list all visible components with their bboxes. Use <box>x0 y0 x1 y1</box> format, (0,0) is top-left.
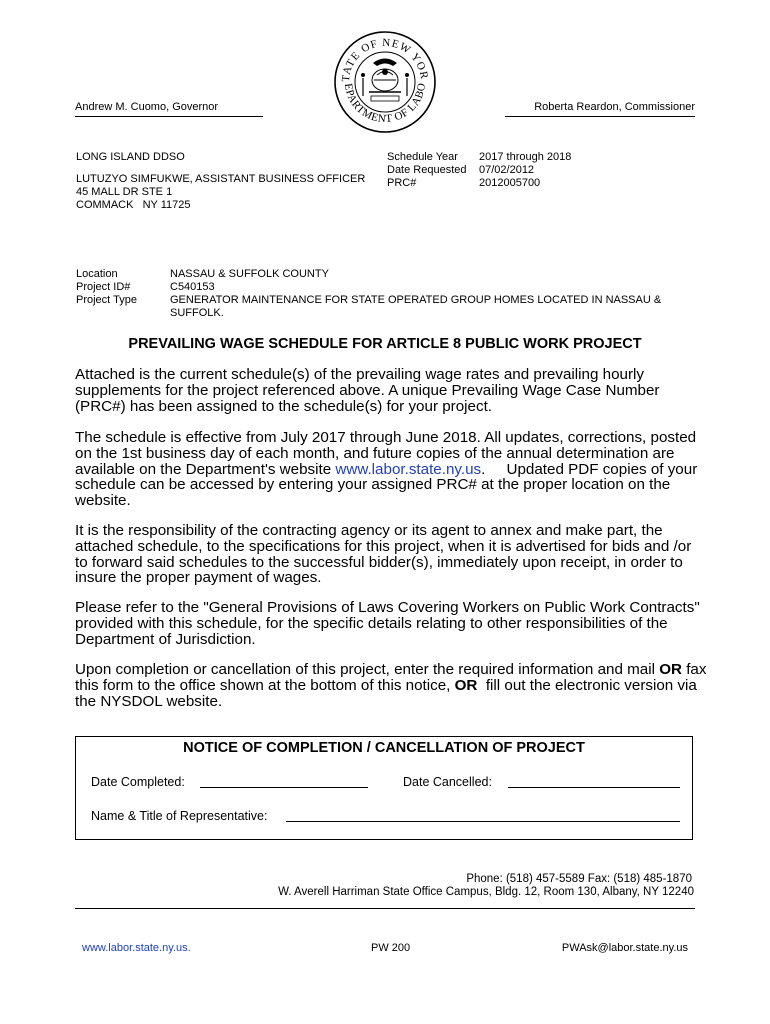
paragraph-effective <box>75 430 705 509</box>
paragraph-general-provisions: Please refer to the "General Provisions of Laws Covering Workers on Public Work Contracts" provided with this schedule, for the specific details relating to other responsibilities of the Department of Jurisdiction. <box>75 599 700 648</box>
state-seal <box>333 30 437 134</box>
date-cancelled-field[interactable] <box>508 787 680 788</box>
governor-underline <box>75 116 263 117</box>
seal-top-text: TATE OF NEW YOR <box>339 36 431 83</box>
contact-address: W. Averell Harriman State Office Campus, Bldg. 12, Room 130, Albany, NY 12240 <box>278 886 694 898</box>
project-type-value: GENERATOR MAINTENANCE FOR STATE OPERATED GROUP HOMES LOCATED IN NASSAU & SUFFOLK. <box>170 294 662 319</box>
date-completed-label: Date Completed: <box>91 775 185 789</box>
prc-label: PRC# <box>387 177 417 189</box>
svg-text:STATE OF NEW YORK <box>333 30 430 82</box>
notice-box <box>75 736 693 840</box>
project-id-value: C540153 <box>170 281 215 293</box>
paragraph-completion-text-2: fax this form to the office shown at the bottom of this notice, <box>75 661 707 694</box>
paragraph-responsibility: It is the responsibility of the contracting agency or its agent to annex and make part, the attached schedule, to the specifications for this project, when it is advertised for bids and /or to forward said schedules to the successful bidder(s), immediately upon receipt, in order to insure the proper payment of wages. <box>75 522 692 587</box>
date-cancelled-label: Date Cancelled: <box>403 775 492 789</box>
seal-icon <box>333 30 437 134</box>
seal-bottom-text: EPARTMENT OF LABO <box>341 82 429 126</box>
paragraph-effective-text-2: . Updated PDF copies of your schedule can be accessed by entering your assigned PRC# at the proper location on the website. <box>75 460 702 510</box>
commissioner-underline <box>505 116 695 117</box>
name-title-label: Name & Title of Representative: <box>91 809 268 823</box>
schedule-year-value: 2017 through 2018 <box>479 151 572 163</box>
contact-phone: Phone: (518) 457-5589 Fax: (518) 485-1870 <box>466 873 692 885</box>
footer-email[interactable]: PWAsk@labor.state.ny.us <box>561 942 688 954</box>
schedule-year-label: Schedule Year <box>387 151 458 163</box>
schedule-values <box>479 151 571 190</box>
footer-website-link[interactable]: www.labor.state.ny.us. <box>82 942 191 954</box>
or-emphasis-2: OR <box>454 676 478 694</box>
paragraph-completion <box>75 662 711 709</box>
schedule-labels <box>387 151 467 190</box>
footer-divider <box>75 908 695 909</box>
governor-name: Andrew M. Cuomo, Governor <box>75 101 219 113</box>
paragraph-completion-text-1: Upon completion or cancellation of this project, enter the required information and mail <box>75 661 660 678</box>
name-title-field[interactable] <box>286 821 680 822</box>
project-id-label: Project ID# <box>76 281 131 293</box>
paragraph-effective-text-1: The schedule is effective from July 2017 through June 2018. All updates, corrections, posted on the 1st business day of each month, and future copies of the annual determination are available on the Department's website <box>75 429 697 478</box>
commissioner-name: Roberta Reardon, Commissioner <box>534 101 695 113</box>
notice-title: NOTICE OF COMPLETION / CANCELLATION OF PROJECT <box>183 740 585 756</box>
date-requested-label: Date Requested <box>387 164 467 176</box>
recipient-org: LONG ISLAND DDSO <box>76 151 185 163</box>
or-emphasis-1: OR <box>659 661 682 678</box>
project-type-label: Project Type <box>76 294 137 306</box>
recipient-name: LUTUZYO SIMFUKWE, ASSISTANT BUSINESS OFFICER <box>76 173 366 185</box>
website-link[interactable]: www.labor.state.ny.us <box>335 460 482 478</box>
recipient-address2: COMMACK NY 11725 <box>76 199 191 211</box>
recipient-address1: 45 MALL DR STE 1 <box>76 186 173 198</box>
paragraph-completion-text-3: fill out the electronic version via the NYSDOL website. <box>75 676 702 710</box>
date-completed-field[interactable] <box>200 787 368 788</box>
document-title: PREVAILING WAGE SCHEDULE FOR ARTICLE 8 PUBLIC WORK PROJECT <box>128 336 642 352</box>
location-value: NASSAU & SUFFOLK COUNTY <box>170 268 329 280</box>
recipient-block <box>76 151 365 212</box>
footer-form-number: PW 200 <box>371 942 411 954</box>
project-values <box>170 268 680 320</box>
location-label: Location <box>76 268 118 280</box>
prc-value: 2012005700 <box>479 177 541 189</box>
project-labels <box>76 268 137 307</box>
paragraph-attached: Attached is the current schedule(s) of the prevailing wage rates and prevailing hourly supplements for the project referenced above. A unique Prevailing Wage Case Number (PRC#) has been assigned to the schedule(s) for your project. <box>75 366 660 415</box>
date-requested-value: 07/02/2012 <box>479 164 535 176</box>
